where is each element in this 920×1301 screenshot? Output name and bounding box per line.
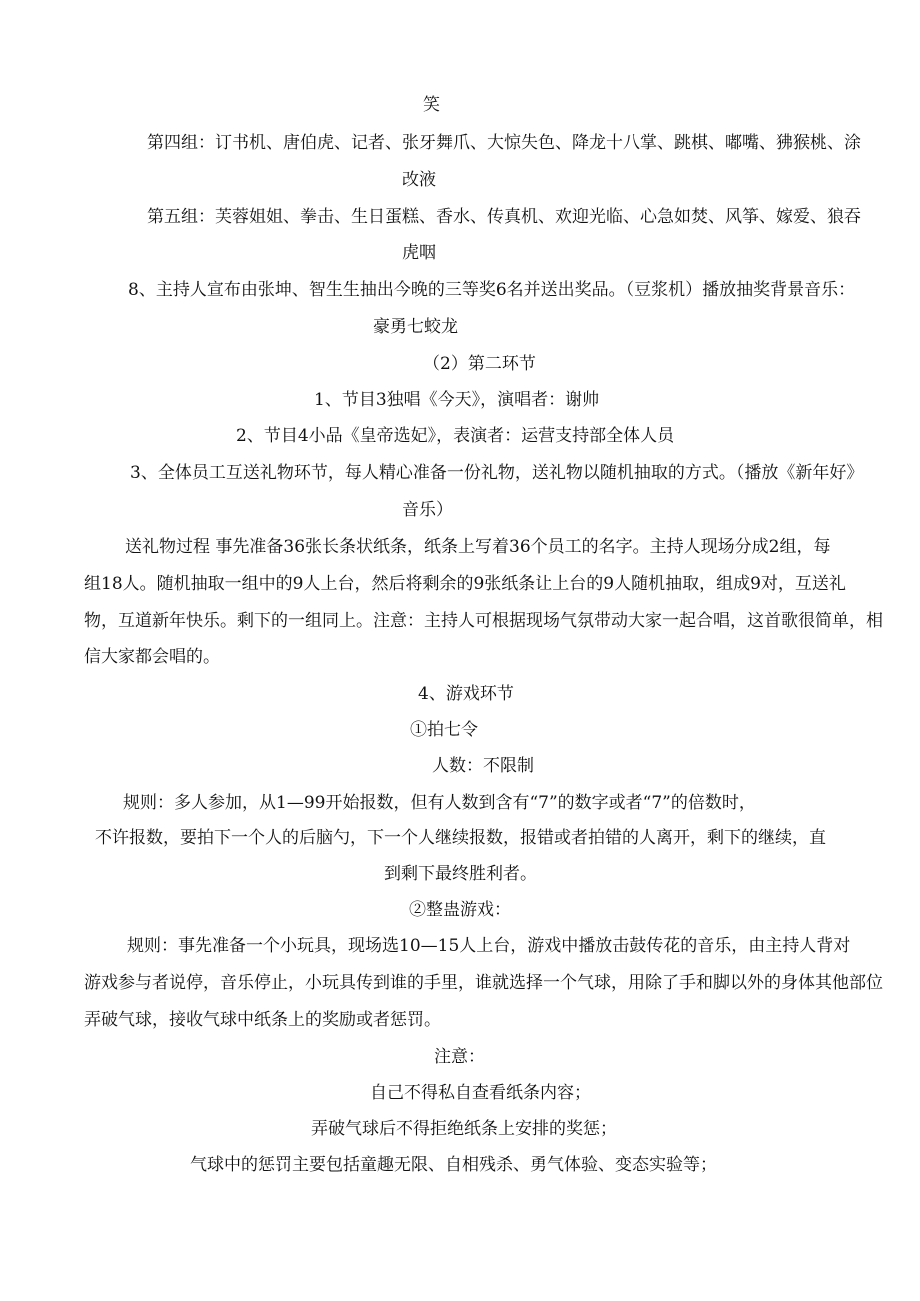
note-heading: 注意： xyxy=(434,1047,485,1067)
paragraph-line: 规则：事先准备一个小玩具，现场选10—15人上台，游戏中播放击鼓传花的音乐，由主持人背对 xyxy=(127,936,851,956)
paragraph-line: 信大家都会唱的。 xyxy=(84,647,220,667)
text-line: 第四组：订书机、唐伯虎、记者、张牙舞爪、大惊失色、降龙十八掌、跳棋、嘟嘴、狒猴桃、涂 xyxy=(147,133,861,153)
paragraph-line: 弄破气球，接收气球中纸条上的奖励或者惩罚。 xyxy=(84,1010,441,1030)
text-line: 2、节目4小品《皇帝选妃》，表演者：运营支持部全体人员 xyxy=(236,426,675,446)
rule-line: 不许报数，要拍下一个人的后脑勺，下一个人继续报数，报错或者拍错的人离开，剩下的继续，直 xyxy=(95,828,826,848)
rule-line: 规则：多人参加，从1—99开始报数，但有人数到含有“7”的数字或者“7”的倍数时， xyxy=(123,793,756,813)
section-heading: 4、游戏环节 xyxy=(418,684,514,704)
rule-line: 到剩下最终胜利者。 xyxy=(384,864,537,884)
text-line: 1、节目3独唱《今天》，演唱者：谢帅 xyxy=(314,390,600,410)
text-line: 第五组：芙蓉姐姐、拳击、生日蛋糕、香水、传真机、欢迎光临、心急如焚、风筝、嫁爱、狼吞 xyxy=(147,207,861,227)
note-line: 自己不得私自查看纸条内容； xyxy=(370,1083,591,1103)
text-line: 虎咽 xyxy=(402,243,436,263)
section-heading: （2）第二环节 xyxy=(423,354,536,374)
note-line: 弄破气球后不得拒绝纸条上安排的奖惩； xyxy=(311,1119,617,1139)
paragraph-line: 游戏参与者说停，音乐停止，小玩具传到谁的手里，谁就选择一个气球，用除了手和脚以外的身体其他部位 xyxy=(84,973,883,993)
paragraph-line: 组18人。随机抽取一组中的9人上台，然后将剩余的9张纸条让上台的9人随机抽取，组成9对，互送礼 xyxy=(84,574,846,594)
text-line: 3、全体员工互送礼物环节，每人精心准备一份礼物，送礼物以随机抽取的方式。（播放《新年好》 xyxy=(130,463,864,483)
paragraph-line: 物，互道新年快乐。剩下的一组同上。注意：主持人可根据现场气氛带动大家一起合唱，这首歌很简单，相 xyxy=(84,611,883,631)
paragraph-line: 送礼物过程 事先准备36张长条状纸条，纸条上写着36个员工的名字。主持人现场分成2组，每 xyxy=(125,537,831,557)
text-line: 音乐） xyxy=(402,500,453,520)
text-line: 豪勇七蛟龙 xyxy=(373,317,458,337)
note-line: 气球中的惩罚主要包括童趣无限、自相残杀、勇气体验、变态实验等； xyxy=(190,1155,717,1175)
text-line: 人数：不限制 xyxy=(432,756,534,776)
text-line: 改液 xyxy=(402,170,436,190)
text-line: 笑 xyxy=(423,95,440,115)
subsection-heading: ②整蛊游戏： xyxy=(409,900,511,920)
text-line: 8、主持人宣布由张坤、智生生抽出今晚的三等奖6名并送出奖品。（豆浆机）播放抽奖背景音乐： xyxy=(128,280,856,300)
subsection-heading: ①拍七令 xyxy=(410,720,478,740)
